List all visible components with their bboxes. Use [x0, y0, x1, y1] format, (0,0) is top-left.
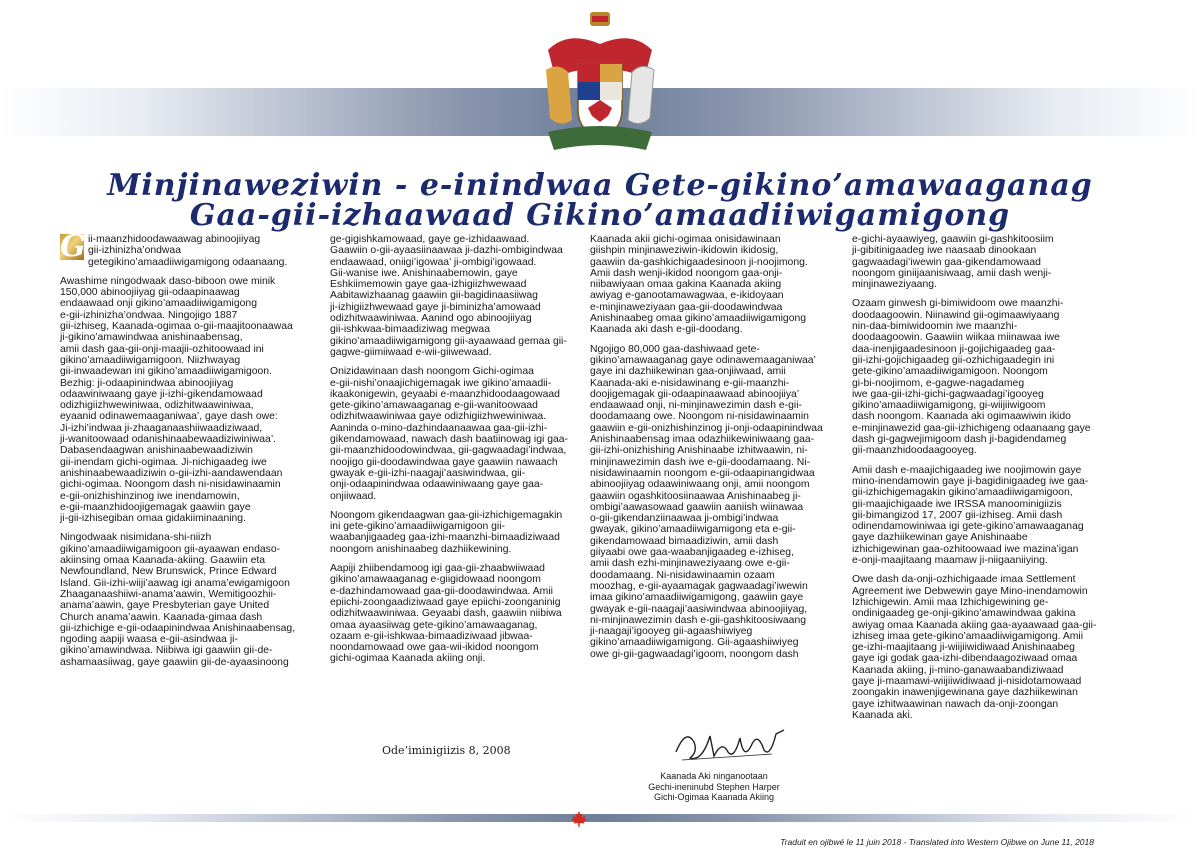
coat-of-arms-icon	[528, 10, 672, 160]
paragraph: Onizidawinaan dash noongom Gichi-ogimaa e-gii-nishi’onaajichigemagak iwe gikino’amaadii- ikaakonigewin, geyaabi e-maanzhidoodaagowaad gete-gikino’amawaaganag e-gii-wanitoowaad odizhitwaawiniwaa gaye odizhigiizhwewiniwaa. Aaninda o-mino-dazhindaanaawaa gaa-gii-izhi- gikendamowaad, nawach dash baatiinowag igi gaa- gii-maanzhidoodowindwaa, gii-gagwaadagi’indwaa, noojigo gii-doodawindwaa gaye gaawiin nawaach gwayak e-gii-izhi-naagaji’aasiwindwaa, gii- onji-odaapinindwaa odaawiniwaang gaye gaa- onjiiwaad.	[330, 366, 568, 502]
handwritten-signature-icon	[672, 722, 792, 766]
paragraph: Ningodwaak nisimidana-shi-niizh gikino’amaadiiwigamigoon gii-ayaawan endaso- akiinsing omaa Kaanada-akiing. Gaawiin eta Newfoundland, New Brunswick, Prince Edward Island. Gii-izhi-wiiji’aawag igi anama’ewigamigoon Zhaaganaashiiwi-anama’aawin, Wemitigoozhii- anama’aawin, gaye Presbyterian gaye United Church anama’aawin. Kaanada-gimaa dash gii-izhichige e-gii-odaapinindwaa Anishinaabensag, ngoding aapiji waasa e-gii-asindwaa ji- gikino’amawindwaa. Niibiwa igi gaawiin gii-de- ashamaasiiwag, gaye gaawiin gii-de-ayaasinoong	[60, 532, 296, 668]
text-column-2	[330, 234, 570, 673]
maple-leaf-icon	[570, 810, 588, 828]
page-title-line2: Gaa-gii-izhaawaad Gikino’amaadiiwigamigong	[189, 198, 1011, 233]
paragraph: Awashime ningodwaak daso-biboon owe minik 150,000 abinoojiiyag gii-odaapinaawag endaawaad onji gikino’amaadiiwigamigong e-gii-izhinizha’ondwaa. Ningojigo 1887 gii-izhiseg, Kaanada-ogimaa o-gii-maajitoonaawaa ji-gikino’amawindwaa anishinaabensag, amii dash gaa-gii-onji-maajii-ozhitoowaad ini gikino’amaadiiwigamigoon. Niizhwayag gii-inwaadewan ini gikino’amaadiiwigamigoon. Bezhig: ji-odaapinindwaa abinoojiiyag odaawiniwaang gaye ji-izhi-gikendamowaad odizhigiizhwewiniwaa, odizhitwaawiniwaa, eyaanid odinawemaaganiwaa’, gaye dash owe: Ji-izhi’indwaa ji-zhaaganaashiiwaadiziwaad, ji-wanitoowaad odanishinaabewaadiziwiniwaa’. Dabasendaagwan anishinaabewaadiziwin gii-inendam gichi-ogimaa. Ji-nichigaadeg iwe anishinaabewaadiziwin o-gii-izhi-aandawendaan gichi-ogimaa. Noongom dash ni-nisidawinaamin e-gii-onizhishinzinog iwe inendamowin, e-gii-maanzhidoojigemagak gaawiin gaye ji-gii-izhisegiban omaa gidakiiminaaning.	[60, 275, 293, 525]
paragraph: Aapiji zhiibendamoog igi gaa-gii-zhaabwiiwaad gikino’amawaaganag e-giigidowaad noongom e-dazhindamowaad gaa-gii-doodawindwaa. Amii epiichi-zoongaadiziwaad gaye epiichi-zoonganinig odizhitwaawiniwaa. Geyaabi dash, gaawiin niibiwa omaa ayaasiiwag gete-gikino’amawaaganag, ozaam e-gii-ishkwaa-bimaadiziwaad jibwaa- noondamowaad owe gaa-wii-ikidod noongom gichi-ogimaa Kaanada akiing onji.	[330, 563, 562, 665]
paragraph: Amii dash e-maajichigaadeg iwe noojimowin gaye mino-inendamowin gaye ji-bagidinigaadeg iwe gaa- gii-izhichigemagakin gikino’amaadiiwigamigoon, gii-maajichigaade iwe IRSSA manoominigiizis gii-bimangizod 17, 2007 gii-izhiseg. Amii dash odinendamowiniwaa igi gete-gikino’amawaaganag gaye dazhiikewinan gaye Anishinaabe izhichigewinan gaa-ozhitoowaad iwe mazina’igan e-onji-maajitaang maamaw ji-niigaaniiying.	[852, 464, 1089, 567]
paragraph: Noongom gikendaagwan gaa-gii-izhichigemagakin ini gete-gikino’amaadiiwigamigoon gii- waabanjigaadeg gaa-izhi-maanzhi-bimaadiziwaad noongom anishinaabeg dazhiikewining.	[330, 509, 563, 555]
signature-line-3: Gichi-Ogimaa Kaanada Akiing	[653, 792, 775, 802]
paragraph: Ozaam ginwesh gi-bimiwidoom owe maanzhi- doodaagoowin. Niinawind gii-ogimaawiyaang nin-daa-bimiwidoomin iwe maanzhi- doodaagoowin. Gaawiin wiikaa miinawaa iwe daa-inenjigaadesinoon ji-gojichigaadeg gaa- gii-izhi-gojichigaadeg gii-ozhichigaadegin ini gete-gikino’amaadiiwigamigoon. Noongom gi-bi-noojimom, e-gagwe-nagadameg iwe gaa-gii-izhi-gichi-gagwaadagi’igooyeg gikino’amaadiiwigamigong, gi-wiijiiwigoom dash noongom. Kaanada aki ogimaawiwin ikido e-minjinawezid gaa-gii-izhichigeng odaanaang gaye dash gi-gagwejimigoom dash ji-bagidendameg gii-maanzhidoodaagooyeg.	[852, 298, 1091, 457]
text-column-4	[852, 234, 1102, 729]
paragraph: ii-maanzhidoodawaawag abinoojiiyag gii-izhinizha’ondwaa getegikino’amaadiiwigamigong odaanaang.	[88, 234, 288, 268]
paragraph: Owe dash da-onji-ozhichigaade imaa Settlement Agreement iwe Debwewin gaye Mino-inendamowin Izhichigewin. Amii maa Izhichigewining ge- ondinigaadeg ge-onji-gikino’amawindwaa gakina awiyag omaa Kaanada akiing gaa-ayaawaad gaa-gii- izhiseg imaa gete-gikino’amaadiiwigamigong. Amii ge-izhi-maajitaang ji-wiijiiwidiwaad Anishinaabeg gaye igi godak gaa-izhi-dibendaagoziwaad omaa Kaanada akiing, ji-mino-ganawaabandiziwaad gaye ji-maamawi-wiijiiwidiwaad ji-nisidotamowaad zoongakin inawenjigewinana gaye dazhiikewinan gaye izhitwaawinan nawach da-onji-zoongan Kaanada aki.	[852, 574, 1097, 721]
signature-line-1: Kaanada Aki ninganootaan	[660, 771, 768, 781]
drop-cap-letter: G	[60, 229, 86, 264]
paragraph: e-gichi-ayaawiyeg, gaawiin gi-gashkitoosiim ji-gibitinigaadeg iwe naasaab dinookaan gagwaadagi’iwewin gaa-gikendamowaad noongom giniijaanisiwaag, amii dash wenji- minjinaweziyaang.	[852, 234, 1054, 291]
paragraph: ge-gigishkamowaad, gaye ge-izhidaawaad. Gaawiin o-gii-ayaasiinaawaa ji-dazhi-ombigindwaa endaawaad, oniigi’igowaa’ ji-ombigi’igowaad. Gii-wanise iwe. Anishinaabemowin, gaye Eshkiimemowin gaye gaa-izhigiizhwewaad Aabitawizhaanag gaawiin gii-bagidinaasiiwag ji-izhigiizhwewaad gaye ji-biminizha’amowaad odizhitwaawiniwaa. Aanind ogo abinoojiiyag gii-ishkwaa-bimaadiziwag megwaa gikino’amaadiiwigamigong gii-ayaawaad gemaa gii- gagwe-giimiiwaad e-wii-giiwewaad.	[330, 234, 567, 358]
signature-block	[624, 771, 804, 803]
bottom-decorative-band	[0, 814, 1200, 822]
paragraph: Ngojigo 80,000 gaa-dashiwaad gete- gikino’amawaaganag gaye odinawemaaganiwaa’ gaye ini dazhiikewinan gaa-onjiiwaad, amii Kaanada-aki e-nisidawinang e-gii-maanzhi- doojigemagak gii-odaapinaawaad abinoojiiya’ endaawaad onji, ni-minjinawezimin dash e-gii- doodamaang owe. Noongom ni-nisidawinaamin gaawiin e-gii-onizhishinzinog ji-onji-odaapinindwaa Anishinaabensag imaa odazhiikewiniwaang gaa- gii-izhi-onizhishing Anishinaabe izhitwaawin, ni- minjinawezimin dash iwe e-gii-doodamaang. Ni- nisidawinaamin noongom e-gii-odaapinangidwaa abinoojiiyag odaawiniwaang onji, amii noongom gaawiin ogashkitoosiinaawaa Anishinaabeg ji- ombigi’aawasowaad gaawiin aaniish wiinawaa o-gii-gikendanziinaawaa ji-ombigi’indwaa gwayak, gikino’amaadiiwigamigong eta e-gii- gikendamowaad bimaadiziwin, amii dash giiyaabi owe gaa-waabanjigaadeg e-izhiseg, amii dash ezhi-minjinaweziyaang owe e-gii- doodamaang. Ni-nisidawinaamin ozaam moozhag, e-gii-ayaamagak gagwaadagi’iwewin imaa gikino’amaadiiwigamigong, gaawiin gaye gwayak e-gii-naagaji’aasiwindwaa abinoojiiyag, ni-minjinawezimin dash e-gii-gashkitoosiwaang ji-naagaji’igooyeg gii-agaashiiwiyeg gikino’amaadiiwigamigong. Gii-agaashiiwiyeg owe gi-gii-gagwaadagi’igoom, noongom dash	[590, 343, 823, 660]
translation-footer: Traduit en ojibwé le 11 juin 2018 - Translated into Western Ojibwe on June 11, 2018	[780, 837, 1094, 847]
document-date: Ode’iminigiizis 8, 2008	[382, 744, 511, 757]
signature-line-2: Gechi-ineninubd Stephen Harper	[648, 781, 780, 792]
text-column-3	[590, 234, 830, 668]
page-title-line1: Minjinaweziwin - e-inindwaa Gete-gikino’amawaaganag	[107, 168, 1093, 203]
text-column-1	[60, 229, 300, 676]
paragraph: Kaanada akii gichi-ogimaa onisidawinaan giishpin minjinaweziwin-ikidowin ikidosig, gaawiin da-gashkichigaadesinoon ji-noojimong. Amii dash wenji-ikidod noongom gaa-onji- niibawiyaan omaa gakina Kaanada akiing awiyag e-ganootamawagwaa, e-ikidoyaan e-minjinaweziyaan gaa-gii-doodawindwaa Anishinaabeg omaa gikino’amaadiiwigamigong Kaanada aki dash e-gii-doodang.	[590, 234, 808, 336]
